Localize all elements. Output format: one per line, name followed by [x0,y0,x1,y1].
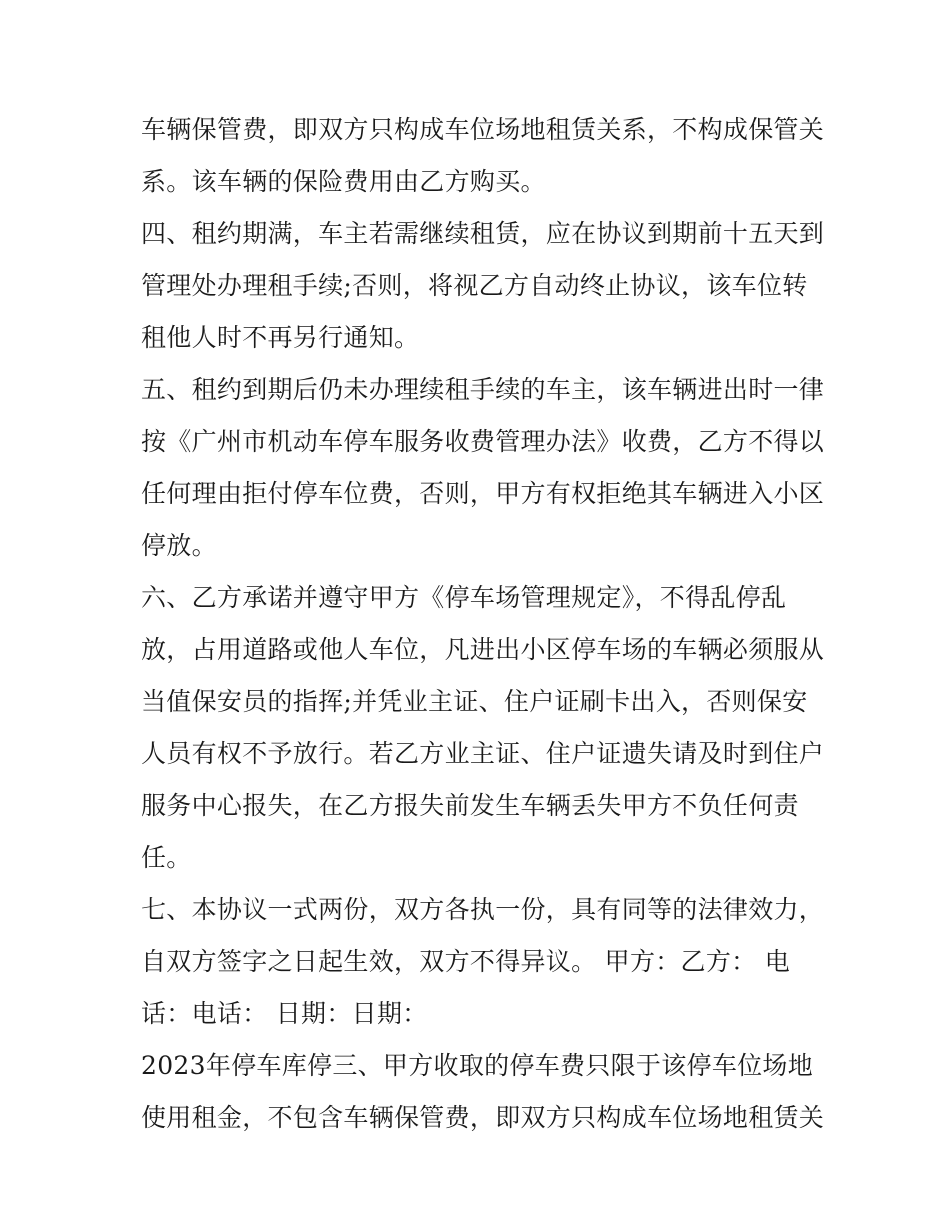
text-line: 服务中心报失，在乙方报失前发生车辆丢失甲方不负任何责 [141,791,799,820]
text-line: 六、乙方承诺并遵守甲方《停车场管理规定》，不得乱停乱 [141,583,787,612]
text-line: 按《广州市机动车停车服务收费管理办法》收费，乙方不得以 [141,427,825,456]
text-line: 五、租约到期后仍未办理续租手续的车主，该车辆进出时一律 [141,375,825,404]
text-line: 话：电话： 日期：日期： [141,999,428,1028]
text-line: 系。该车辆的保险费用由乙方购买。 [141,167,546,196]
text-line: 停放。 [141,531,217,560]
text-line: 车辆保管费，即双方只构成车位场地租赁关系，不构成保管关 [141,115,825,144]
text-line: 管理处办理租手续;否则，将视乙方自动终止协议，该车位转 [141,271,808,300]
text-line: 四、租约期满，车主若需继续租赁，应在协议到期前十五天到 [141,219,825,248]
text-line: 放，占用道路或他人车位，凡进出小区停车场的车辆必须服从 [141,635,825,664]
text-line: 任。 [141,843,192,872]
text-line: 人员有权不予放行。若乙方业主证、住户证遗失请及时到住户 [141,739,825,768]
text-line: 自双方签字之日起生效，双方不得异议。 甲方：乙方： 电 [141,947,790,976]
text-line: 当值保安员的指挥;并凭业主证、住户证刷卡出入，否则保安 [141,687,808,716]
text-line: 七、本协议一式两份，双方各执一份，具有同等的法律效力， [141,895,825,924]
text-line: 使用租金，不包含车辆保管费，即双方只构成车位场地租赁关 [141,1103,825,1132]
text-line: 2023年停车库停三、甲方收取的停车费只限于该停车位场地 [141,1051,814,1080]
text-line: 租他人时不再另行通知。 [141,323,420,352]
text-line: 任何理由拒付停车位费，否则，甲方有权拒绝其车辆进入小区 [141,479,825,508]
